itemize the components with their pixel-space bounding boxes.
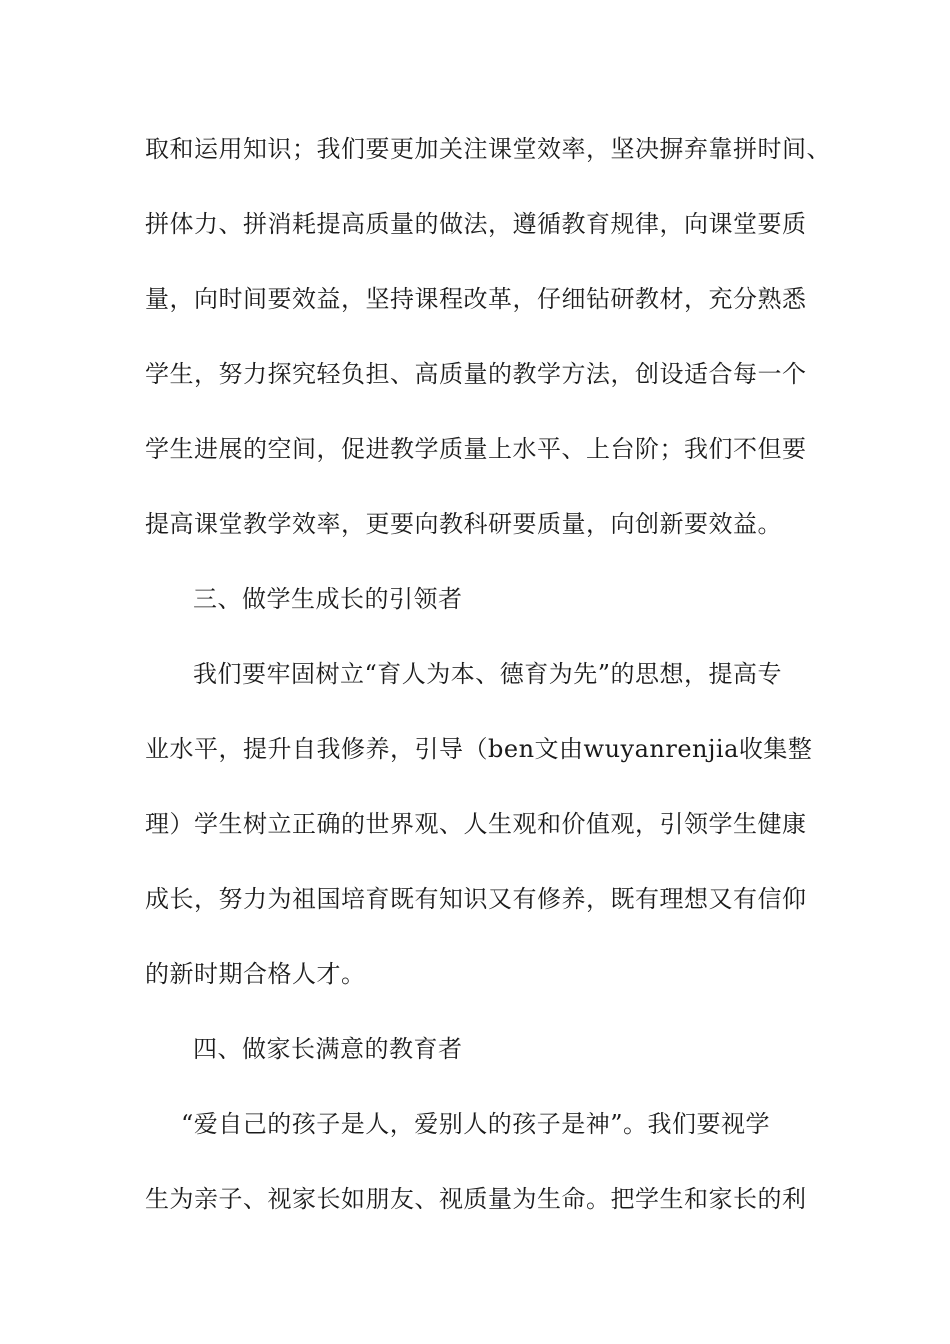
paragraph-line: 成长，努力为祖国培育既有知识又有修养，既有理想又有信仰 (145, 885, 807, 913)
paragraph-line: 业水平，提升自我修养，引导（ben文由wuyanrenjia收集整 (145, 735, 813, 763)
paragraph-line: 我们要牢固树立“育人为本、德育为先”的思想，提高专 (193, 660, 783, 688)
paragraph-line: 学生进展的空间，促进教学质量上水平、上台阶；我们不但要 (145, 435, 807, 463)
paragraph-line: 的新时期合格人才。 (145, 960, 366, 988)
paragraph-line: 学生，努力探究轻负担、高质量的教学方法，创设适合每一个 (145, 360, 807, 388)
paragraph-line: 生为亲子、视家长如朋友、视质量为生命。把学生和家长的利 (145, 1185, 807, 1213)
section-heading: 四、做家长满意的教育者 (193, 1035, 463, 1063)
paragraph-line: 取和运用知识；我们要更加关注课堂效率，坚决摒弃靠拼时间、 (145, 135, 831, 163)
paragraph-line: 理）学生树立正确的世界观、人生观和价值观，引领学生健康 (145, 810, 807, 838)
paragraph-line: 量，向时间要效益，坚持课程改革，仔细钻研教材，充分熟悉 (145, 285, 807, 313)
paragraph-line: 拼体力、拼消耗提高质量的做法，遵循教育规律，向课堂要质 (145, 210, 807, 238)
paragraph-line: “爱自己的孩子是人，爱别人的孩子是神”。我们要视学 (181, 1110, 771, 1138)
section-heading: 三、做学生成长的引领者 (193, 585, 463, 613)
paragraph-line: 提高课堂教学效率，更要向教科研要质量，向创新要效益。 (145, 510, 782, 538)
